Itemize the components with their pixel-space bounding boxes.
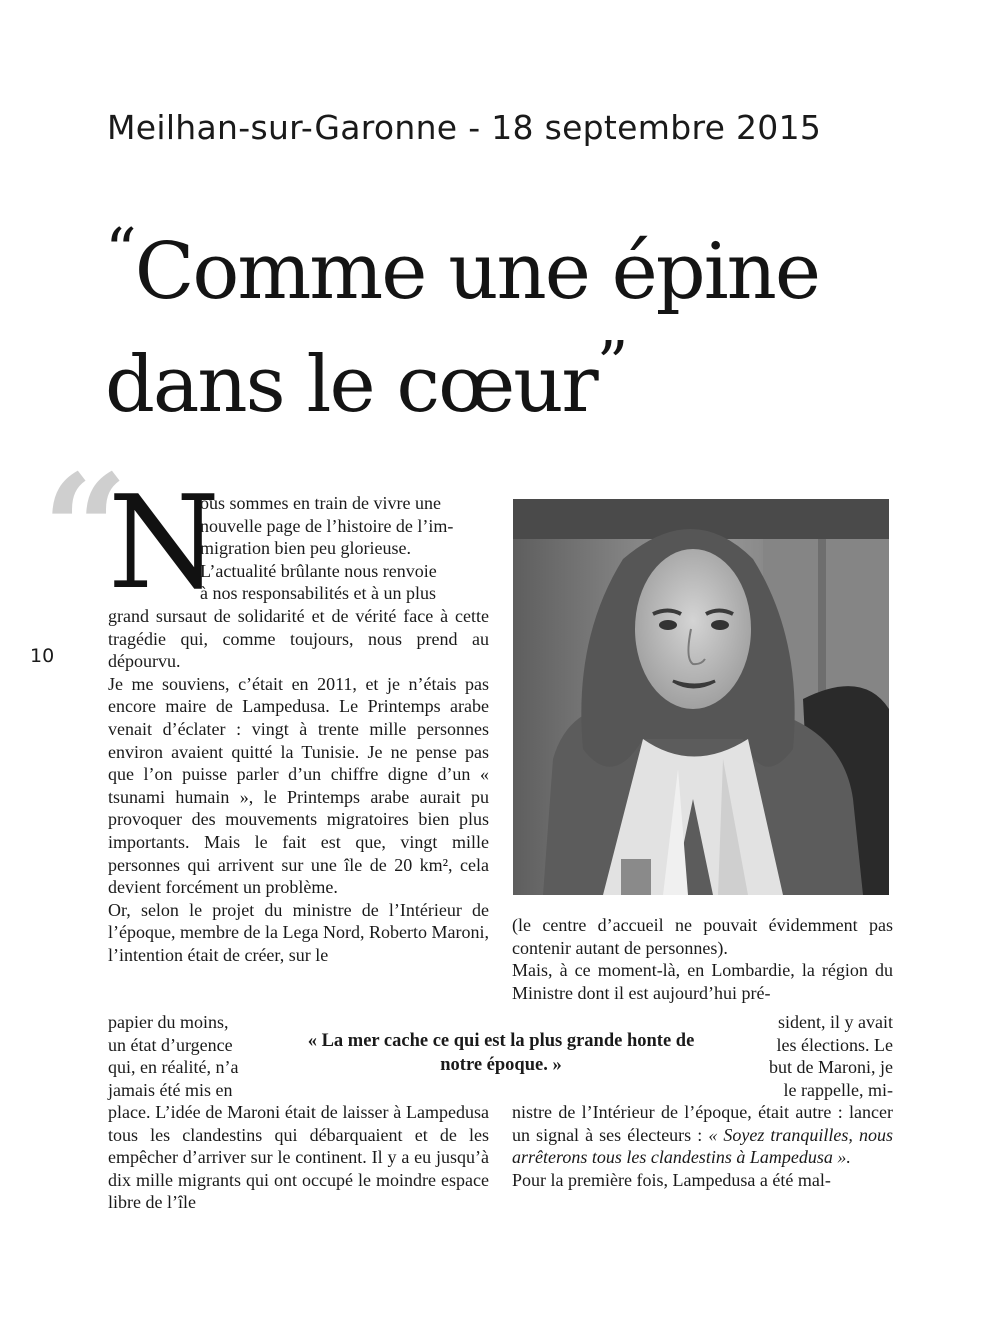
wrap-line: jamais été mis en [108, 1079, 233, 1100]
paragraph-text: nistre de l’Intérieur de l’époque, était autre : lancer un signal à ses électeurs : [512, 1102, 893, 1145]
column-1-end [108, 1101, 489, 1214]
paragraph: Je me souviens, c’était en 2011, et je n’étais pas encore maire de Lampedusa. Le Printemps arabe venait d’éclater : vingt à trente mille personnes environ avaient quitté la Tunisie. Je ne pense pas que l’on puisse parler d’un chiffre digne d’un « tsunami humain », le Printemps arabe aurait pu provoquer des mouvements migratoires bien plus importants. Mais le fait est que, vingt mille personnes qui arrivent sur une île de 20 km², cela devient forcément un problème. [108, 673, 489, 898]
wrap-line: un état d’urgence [108, 1034, 233, 1055]
decorative-quote-mark: “ [42, 442, 129, 618]
paragraph: Pour la première fois, Lampedusa a été mal- [512, 1169, 831, 1190]
drop-cap: N [108, 469, 220, 618]
paragraph: place. L’idée de Maroni était de laisser à Lampedusa tous les clandestins qui débarquaient et de les empêcher d’arriver sur le continent. Il y a eu jusqu’à dix mille migrants qui ont occupé le moindre espace libre de l’île [108, 1102, 489, 1213]
intro-line: migration bien peu glorieuse. [200, 538, 411, 559]
dateline: Meilhan-sur-Garonne - 18 septembre 2015 [107, 108, 822, 147]
column-1-body [108, 605, 489, 967]
paragraph [512, 1101, 893, 1169]
intro-line: nouvelle page de l’histoire de l’im- [200, 515, 454, 536]
intro-line: à nos responsabilités et à un plus [200, 583, 436, 604]
wrap-line: le rappelle, mi- [783, 1079, 893, 1100]
paragraph: Or, selon le projet du ministre de l’Intérieur de l’époque, membre de la Lega Nord, Roberto Maroni, l’intention était de créer, sur le [108, 899, 489, 965]
wrap-line: but de Maroni, je [769, 1057, 893, 1078]
paragraph: grand sursaut de solidarité et de vérité face à cette tragédie qui, comme toujours, nous prend au dépourvu. [108, 606, 489, 672]
column-2-body [512, 914, 893, 1004]
column-1-wrap [108, 1011, 268, 1101]
pull-quote: « La mer cache ce qui est la plus grande honte de notre époque. » [307, 1031, 695, 1075]
column-2-end [512, 1101, 893, 1191]
headline-open-quote: “ [105, 214, 135, 287]
wrap-line: sident, il y avait [778, 1012, 893, 1032]
intro-text [200, 492, 489, 605]
paragraph: Mais, à ce moment-là, en Lombardie, la région du Ministre dont il est aujourd’hui pré- [512, 960, 893, 1003]
intro-line: L’actualité brûlante nous renvoie [200, 560, 437, 581]
headline [105, 205, 865, 431]
page-number: 10 [30, 645, 55, 667]
column-2-wrap [728, 1011, 893, 1101]
portrait-illustration [513, 499, 889, 895]
quoted-speech: « Soyez tranquilles, nous arrêterons tous les clandestins à Lampedusa ». [512, 1124, 893, 1168]
wrap-line: les élections. Le [776, 1034, 893, 1055]
intro-line: ous sommes en train de vivre une [200, 493, 441, 513]
portrait-photo [513, 499, 889, 895]
paragraph: (le centre d’accueil ne pouvait évidemment pas contenir autant de personnes). [512, 915, 893, 958]
headline-line-2: dans le cœur [105, 340, 597, 430]
wrap-line: papier du moins, [108, 1012, 229, 1032]
headline-line-1: Comme une épine [134, 227, 820, 317]
wrap-line: qui, en réalité, n’a [108, 1057, 239, 1078]
headline-close-quote: ” [596, 327, 627, 400]
